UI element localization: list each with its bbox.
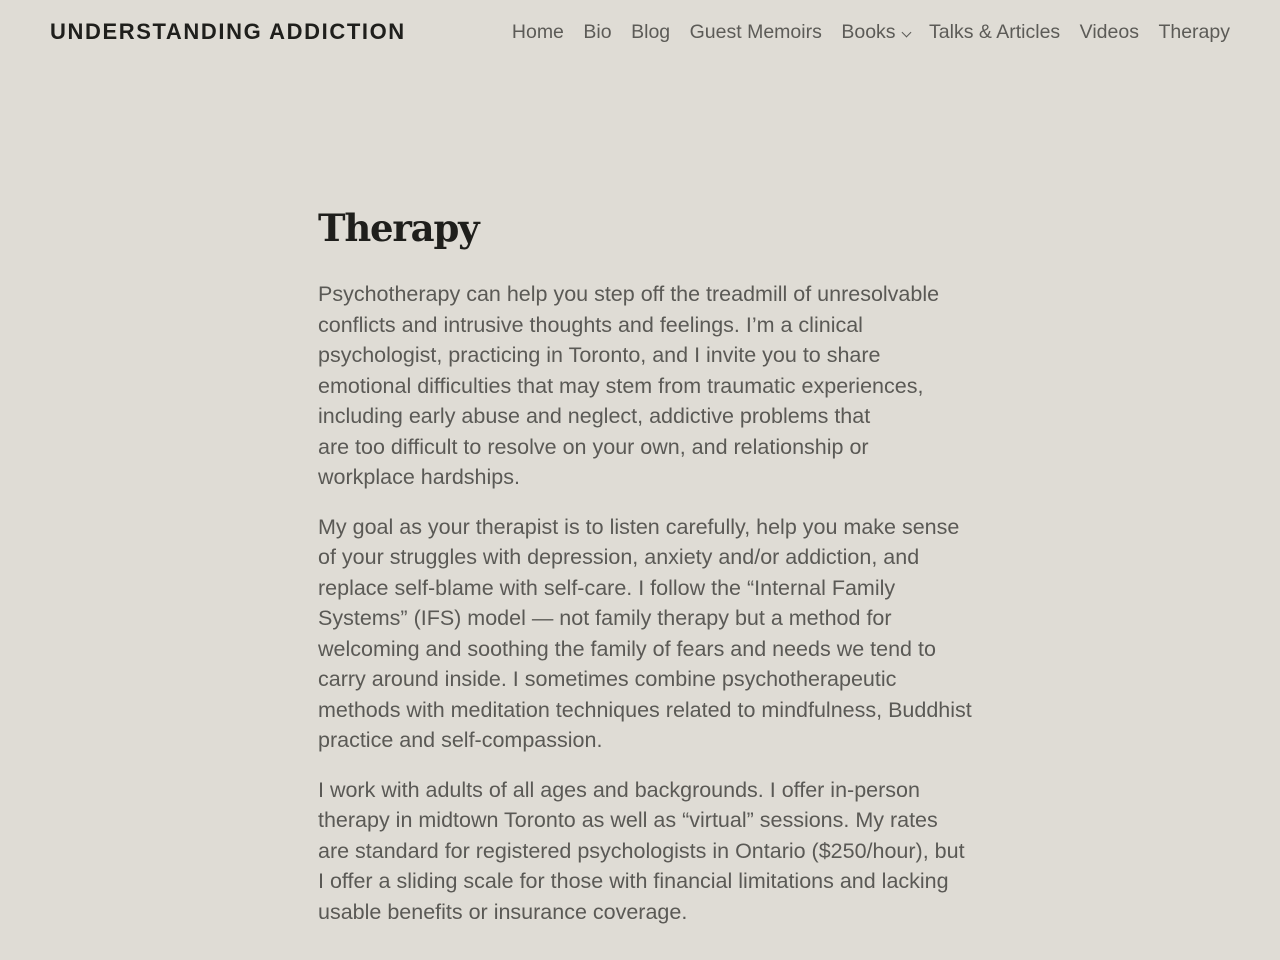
site-title-link[interactable]: UNDERSTANDING ADDICTION: [50, 19, 406, 44]
paragraph-line: My goal as your therapist is to listen carefully, help you make sense: [318, 514, 960, 539]
nav-home[interactable]: Home: [511, 21, 564, 43]
main-content: [318, 203, 972, 946]
page-title: Therapy: [318, 206, 479, 250]
paragraph-line: methods with meditation techniques related to mindfulness, Buddhist: [318, 697, 972, 722]
paragraph-line: I offer a sliding scale for those with financial limitations and lacking: [318, 869, 949, 893]
paragraph-intro: [318, 279, 968, 493]
paragraph-line: conflicts and intrusive thoughts and feelings. I’m a clinical: [318, 312, 863, 337]
nav-guest-memoirs[interactable]: Guest Memoirs: [689, 21, 822, 43]
nav-bio[interactable]: Bio: [583, 21, 612, 43]
paragraph-line: Psychotherapy can help you step off the treadmill of unresolvable: [318, 282, 940, 306]
nav-talks-articles[interactable]: Talks & Articles: [929, 21, 1061, 43]
paragraph-rates: [318, 775, 968, 928]
paragraph-line: Systems” (IFS) model — not family therapy but a method for: [318, 606, 892, 630]
paragraph-line: of your struggles with depression, anxiety and/or addiction, and: [318, 545, 920, 569]
paragraph-goal: [318, 512, 972, 756]
main-nav: [512, 18, 1230, 46]
paragraph-line: practice and self-compassion.: [318, 728, 603, 752]
nav-books-label: Books: [841, 21, 896, 43]
paragraph-line: are too difficult to resolve on your own, and relationship or: [318, 434, 869, 459]
paragraph-line: are standard for registered psychologists in Ontario ($250/hour), but: [318, 838, 965, 863]
chevron-down-icon[interactable]: [901, 28, 911, 38]
paragraph-line: psychologist, practicing in Toronto, and I invite you to share: [318, 343, 881, 367]
paragraph-line: I work with adults of all ages and backgrounds. I offer in-person: [318, 777, 920, 802]
nav-books[interactable]: [841, 18, 909, 46]
paragraph-line: including early abuse and neglect, addictive problems that: [318, 404, 871, 428]
paragraph-line: emotional difficulties that may stem from traumatic experiences,: [318, 373, 924, 398]
paragraph-line: carry around inside. I sometimes combine psychotherapeutic: [318, 667, 897, 691]
paragraph-line: replace self-blame with self-care. I follow the “Internal Family: [318, 575, 896, 600]
paragraph-line: therapy in midtown Toronto as well as “virtual” sessions. My rates: [318, 808, 938, 832]
paragraph-line: workplace hardships.: [318, 465, 520, 489]
paragraph-line: welcoming and soothing the family of fears and needs we tend to: [318, 636, 936, 661]
paragraph-line: usable benefits or insurance coverage.: [318, 899, 688, 924]
nav-blog[interactable]: Blog: [631, 21, 671, 43]
nav-videos[interactable]: Videos: [1079, 21, 1139, 43]
nav-therapy[interactable]: Therapy: [1158, 21, 1230, 43]
